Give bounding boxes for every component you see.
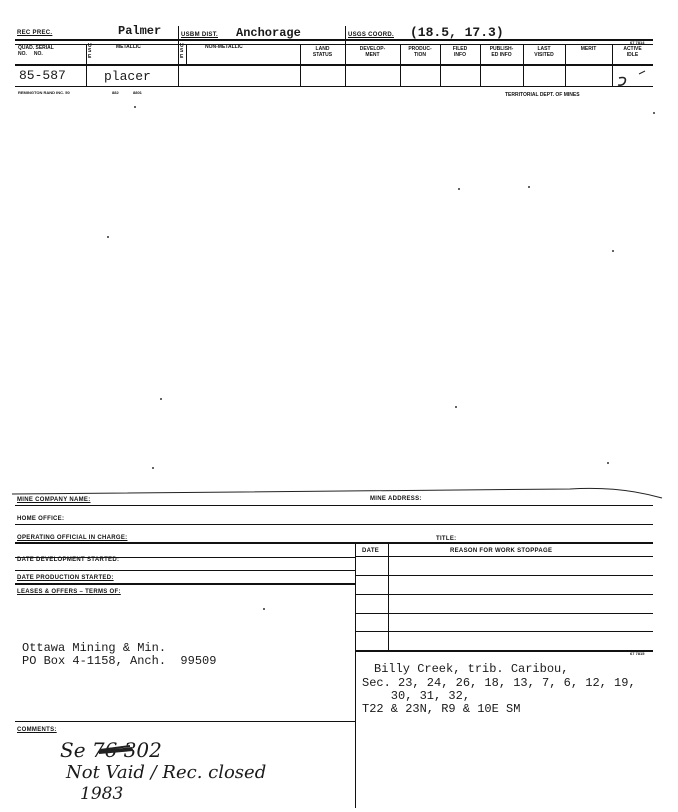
date-column-label: DATE	[362, 548, 380, 554]
scribble-icon	[96, 744, 136, 756]
territorial-label: TERRITORIAL DEPT. OF MINES	[505, 92, 580, 98]
date-production-label: DATE PRODUCTION STARTED:	[17, 575, 114, 581]
rec-prec-label: REC PREC.	[17, 30, 53, 36]
quad-serial-value: 85-587	[19, 68, 66, 83]
speck	[612, 250, 614, 252]
speck	[653, 112, 655, 114]
handwritten-line-3: 1983	[80, 784, 124, 804]
rule	[15, 721, 355, 722]
non-metallic-label: NON-METALLIC	[205, 44, 243, 50]
metallic-label: METALLIC	[116, 44, 141, 50]
speck	[607, 462, 609, 464]
form-number-bottom: 67 7815	[630, 651, 645, 656]
speck	[528, 186, 530, 188]
rule	[15, 570, 355, 571]
operating-official-label: OPERATING OFFICIAL IN CHARGE:	[17, 535, 128, 541]
owner-line-1: Ottawa Mining & Min.	[22, 641, 167, 655]
card-edge	[10, 480, 670, 500]
home-office-label: HOME OFFICE:	[17, 516, 65, 522]
rule-top-2	[15, 44, 653, 45]
vrule	[388, 543, 389, 650]
rule	[355, 556, 653, 557]
form-number-top: 67 7814	[630, 40, 645, 45]
rule	[355, 613, 653, 614]
rule	[15, 505, 653, 506]
metallic-value: placer	[104, 69, 151, 84]
use-label-2: U S E	[180, 43, 184, 60]
handwritten-line-1: Se 76 302	[60, 738, 162, 762]
location-line-1: Billy Creek, trib. Caribou,	[374, 662, 569, 676]
speck	[107, 236, 109, 238]
rule	[355, 594, 653, 595]
date-development-label: DATE DEVELOPMENT STARTED:	[17, 557, 120, 563]
rule	[15, 583, 355, 585]
speck	[152, 467, 154, 469]
location-line-2: Sec. 23, 24, 26, 18, 13, 7, 6, 12, 19,	[362, 676, 636, 690]
speck	[134, 106, 136, 108]
col-merit: MERIT	[580, 46, 597, 52]
owner-line-2: PO Box 4-1158, Anch. 99509	[22, 654, 217, 668]
location-line-3: 30, 31, 32,	[362, 689, 471, 703]
vrule	[355, 543, 356, 808]
speck	[455, 406, 457, 408]
col-filed-info: FILED INFO	[452, 46, 468, 58]
rule-top-1	[15, 39, 653, 41]
usgs-coord-value: (18.5, 17.3)	[410, 25, 504, 40]
rule	[355, 575, 653, 576]
vrule	[186, 44, 187, 64]
quad-serial-label: QUAD. SERIAL NO. NO.	[18, 45, 54, 57]
usgs-coord-label: USGS COORD.	[348, 32, 394, 38]
location-line-4: T22 & 23N, R9 & 10E SM	[362, 702, 521, 716]
rec-prec-value: Palmer	[118, 24, 162, 38]
printer-code-2: 8801	[133, 90, 142, 95]
rule	[15, 542, 653, 544]
speck	[458, 188, 460, 190]
vrule	[178, 26, 179, 86]
leases-offers-label: LEASES & OFFERS – TERMS OF:	[17, 589, 121, 595]
reason-stoppage-label: REASON FOR WORK STOPPAGE	[450, 548, 553, 554]
rule-top-4	[15, 86, 653, 87]
col-active-idle: ACTIVE IDLE	[623, 46, 642, 58]
col-development: DEVELOP- MENT	[359, 46, 386, 58]
pen-mark-icon	[615, 66, 653, 88]
title-label: TITLE:	[436, 536, 457, 542]
rule	[355, 631, 653, 632]
vrule	[86, 44, 87, 86]
col-published-info: PUBLISH- ED INFO	[489, 46, 514, 58]
usbm-dist-label: USBM DIST.	[181, 32, 219, 38]
col-land-status: LAND STATUS	[312, 46, 333, 58]
rule	[15, 524, 653, 525]
col-last-visited: LAST VISITED	[534, 46, 554, 58]
comments-label: COMMENTS:	[17, 727, 57, 733]
mine-company-label: MINE COMPANY NAME:	[17, 497, 91, 503]
speck	[160, 398, 162, 400]
handwritten-line-2: Not Vaid / Rec. closed	[66, 762, 267, 783]
rule	[355, 650, 653, 652]
printer-label: REMINGTON RAND INC. 50	[18, 90, 70, 95]
rule-top-3	[15, 64, 653, 66]
speck	[263, 608, 265, 610]
use-label-1: U S E	[88, 43, 92, 60]
printer-code-1: 882	[112, 90, 119, 95]
usbm-dist-value: Anchorage	[236, 26, 301, 40]
mine-address-label: MINE ADDRESS:	[370, 496, 422, 502]
col-production: PRODUC- TION	[408, 46, 432, 58]
